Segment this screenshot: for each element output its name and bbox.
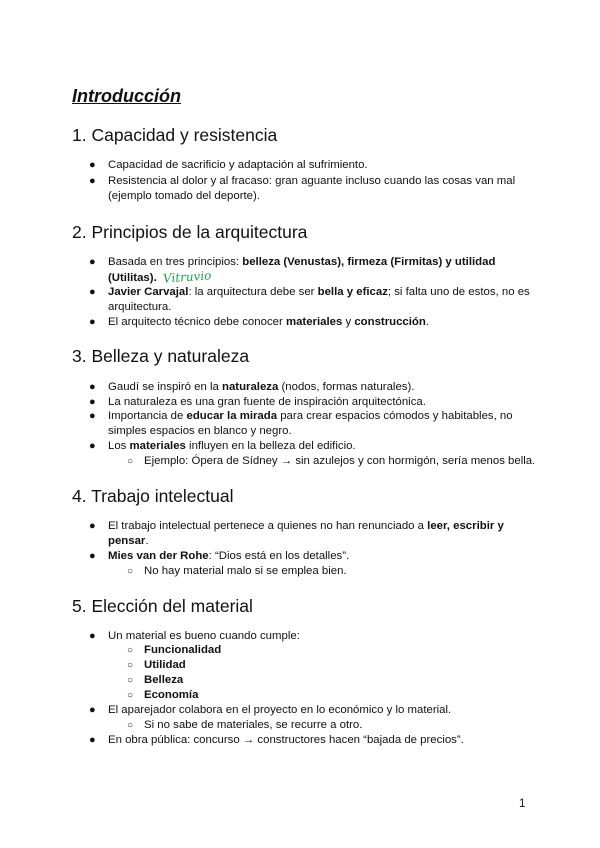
bullet-icon: ● (89, 175, 96, 187)
list-item-continuation: pensar. (108, 535, 149, 547)
bullet-icon: ● (89, 734, 96, 746)
sub-bullet-icon: ○ (127, 675, 134, 686)
section-heading-1: 1. Capacidad y resistencia (72, 125, 278, 145)
list-item: ● En obra pública: concurso → constructores hacen “bajada de precios”. (89, 734, 464, 746)
sub-list-item: ○ Belleza (127, 674, 184, 686)
bullet-icon: ● (89, 396, 96, 408)
bullet-icon: ● (89, 704, 96, 716)
list-item: ● Mies van der Rohe: “Dios está en los detalles”. (89, 550, 350, 562)
list-item: ● El arquitecto técnico debe conocer materiales y construcción. (89, 316, 430, 328)
list-item-continuation: (ejemplo tomado del deporte). (108, 190, 260, 202)
bullet-icon: ● (89, 550, 96, 562)
list-item: ● El trabajo intelectual pertenece a quienes no han renunciado a leer, escribir y (89, 520, 504, 532)
sub-bullet-icon: ○ (127, 720, 134, 731)
sub-bullet-icon: ○ (127, 645, 134, 656)
bullet-icon: ● (89, 316, 96, 328)
sub-list-item: ○ No hay material malo si se emplea bien. (127, 565, 347, 577)
handwritten-note: Vitruvio (162, 268, 212, 286)
list-item-continuation: (Utilitas). Vitruvio (108, 268, 212, 286)
bullet-icon: ● (89, 256, 96, 268)
sub-list-item: ○ Ejemplo: Ópera de Sídney → sin azulejos y con hormigón, sería menos bella. (127, 455, 536, 467)
section-heading-4: 4. Trabajo intelectual (72, 486, 234, 506)
sub-bullet-icon: ○ (127, 566, 134, 577)
list-item-continuation: arquitectura. (108, 301, 172, 313)
page-number: 1 (519, 798, 526, 810)
sub-list-item: ○ Funcionalidad (127, 644, 222, 656)
list-item: ● Un material es bueno cuando cumple: (89, 630, 300, 642)
list-item: ● Capacidad de sacrificio y adaptación al sufrimiento. (89, 159, 368, 171)
list-item: ● Importancia de educar la mirada para crear espacios cómodos y habitables, no (89, 410, 513, 422)
bullet-icon: ● (89, 440, 96, 452)
bullet-icon: ● (89, 159, 96, 171)
bullet-icon: ● (89, 630, 96, 642)
sub-list-item: ○ Si no sabe de materiales, se recurre a otro. (127, 719, 363, 731)
section-heading-2: 2. Principios de la arquitectura (72, 222, 308, 242)
section-heading-5: 5. Elección del material (72, 596, 253, 616)
bullet-icon: ● (89, 410, 96, 422)
bullet-icon: ● (89, 520, 96, 532)
list-item: ● La naturaleza es una gran fuente de inspiración arquitectónica. (89, 396, 426, 408)
list-item-continuation: simples espacios en blanco y negro. (108, 425, 292, 437)
bullet-icon: ● (89, 286, 96, 298)
list-item: ● El aparejador colabora en el proyecto en lo económico y lo material. (89, 704, 452, 716)
section-heading-3: 3. Belleza y naturaleza (72, 346, 250, 366)
list-item: ● Javier Carvajal: la arquitectura debe ser bella y eficaz; si falta uno de estos, no es (89, 286, 530, 298)
sub-bullet-icon: ○ (127, 660, 134, 671)
list-item: ● Basada en tres principios: belleza (Venustas), firmeza (Firmitas) y utilidad (89, 256, 496, 268)
sub-list-item: ○ Utilidad (127, 659, 186, 671)
sub-list-item: ○ Economía (127, 689, 199, 701)
sub-bullet-icon: ○ (127, 456, 134, 467)
bullet-icon: ● (89, 381, 96, 393)
list-item: ● Gaudí se inspiró en la naturaleza (nodos, formas naturales). (89, 381, 415, 393)
page-title: Introducción (72, 86, 181, 106)
sub-bullet-icon: ○ (127, 690, 134, 701)
list-item: ● Los materiales influyen en la belleza del edificio. (89, 440, 356, 452)
list-item: ● Resistencia al dolor y al fracaso: gran aguante incluso cuando las cosas van mal (89, 175, 516, 187)
